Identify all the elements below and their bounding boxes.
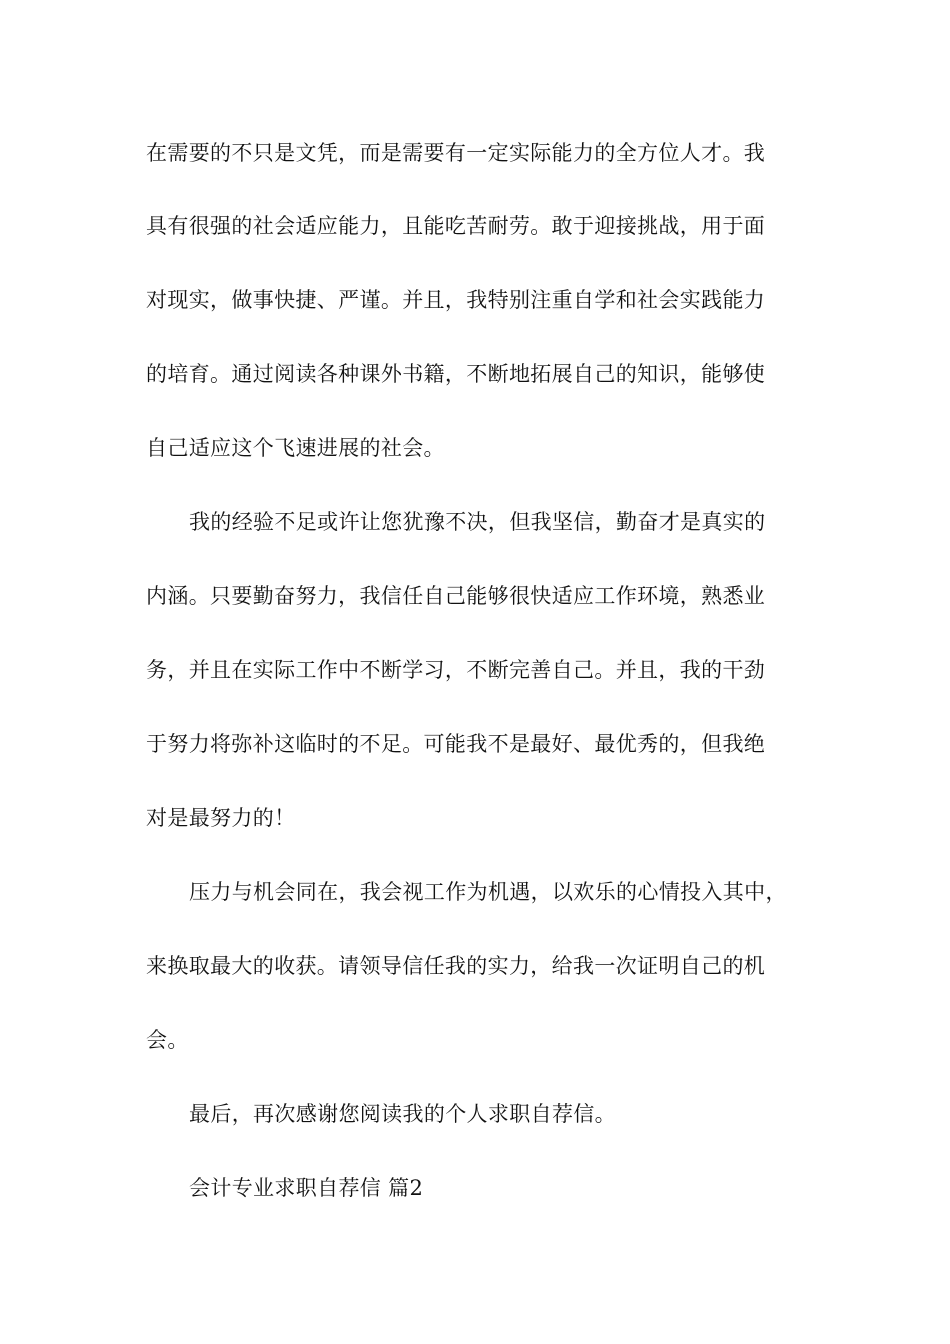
paragraph-2-line-5: 对是最努力的！ bbox=[146, 806, 296, 830]
section-heading: 会计专业求职自荐信 篇2 bbox=[189, 1176, 424, 1200]
paragraph-3-line-3: 会。 bbox=[146, 1028, 189, 1052]
paragraph-2-line-2: 内涵。只要勤奋努力，我信任自己能够很快适应工作环境，熟悉业 bbox=[146, 584, 766, 608]
paragraph-2-line-1: 我的经验不足或许让您犹豫不决，但我坚信，勤奋才是真实的 bbox=[189, 510, 766, 534]
paragraph-2-line-4: 于努力将弥补这临时的不足。可能我不是最好、最优秀的，但我绝 bbox=[146, 732, 766, 756]
paragraph-1-line-1: 在需要的不只是文凭，而是需要有一定实际能力的全方位人才。我 bbox=[146, 141, 766, 165]
paragraph-1-line-4: 的培育。通过阅读各种课外书籍，不断地拓展自己的知识，能够使 bbox=[146, 362, 766, 386]
paragraph-1-line-5: 自己适应这个飞速进展的社会。 bbox=[146, 436, 445, 460]
paragraph-1-line-3: 对现实，做事快捷、严谨。并且，我特别注重自学和社会实践能力 bbox=[146, 288, 766, 312]
paragraph-4-line-1: 最后，再次感谢您阅读我的个人求职自荐信。 bbox=[189, 1102, 616, 1126]
paragraph-3-line-2: 来换取最大的收获。请领导信任我的实力，给我一次证明自己的机 bbox=[146, 954, 766, 978]
paragraph-1-line-2: 具有很强的社会适应能力，且能吃苦耐劳。敢于迎接挑战，用于面 bbox=[146, 214, 766, 238]
paragraph-2-line-3: 务，并且在实际工作中不断学习，不断完善自己。并且，我的干劲 bbox=[146, 658, 766, 682]
paragraph-3-line-1: 压力与机会同在，我会视工作为机遇，以欢乐的心情投入其中， bbox=[189, 880, 787, 904]
